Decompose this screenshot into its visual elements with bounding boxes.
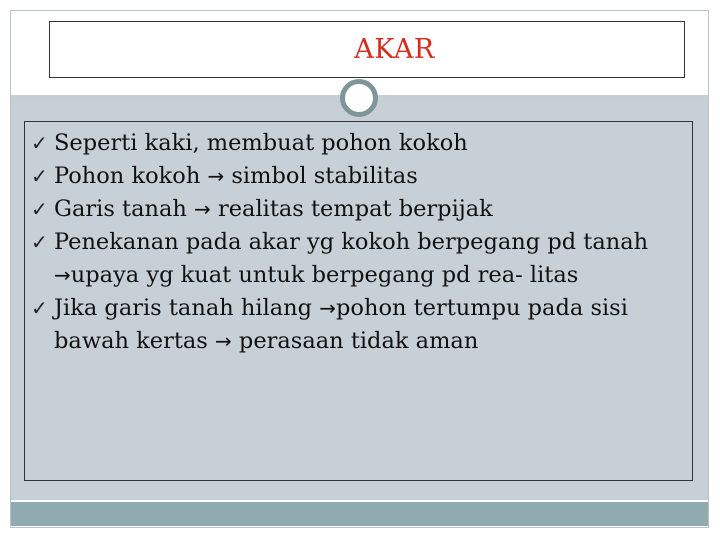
bullet-text: perasaan tidak aman [231,328,479,354]
bullet-item [31,127,691,160]
title-box [49,21,685,78]
connector-circle-icon [340,79,378,117]
bullet-text: Penekanan pada akar yg kokoh berpegang pd tanah [54,229,649,255]
bottom-bar [11,502,708,526]
checkmark-icon: ✓ [31,230,48,254]
arrow-right-icon: → [54,263,71,287]
checkmark-icon: ✓ [31,164,48,188]
bullet-text: simbol stabilitas [224,163,418,189]
bullet-text: Pohon kokoh [54,163,208,189]
checkmark-icon: ✓ [31,197,48,221]
checkmark-icon: ✓ [31,131,48,155]
bullet-text: Seperti kaki, membuat pohon kokoh [54,130,468,156]
bullet-text: realitas tempat berpijak [210,196,493,222]
arrow-right-icon: → [319,296,336,320]
bullet-text: pohon tertumpu pada sisi bawah kertas [54,295,628,354]
checkmark-icon: ✓ [31,296,48,320]
bullet-text: upaya yg kuat untuk berpegang pd rea- litas [70,262,579,288]
bullet-text: Jika garis tanah hilang [54,295,320,321]
bullet-item [31,160,691,193]
arrow-right-icon: → [215,329,232,353]
slide-title: AKAR [354,34,435,65]
bullet-list [31,127,691,358]
bullet-item [31,226,691,292]
arrow-right-icon: → [207,164,225,188]
bullet-item [31,292,691,358]
bullet-item [31,193,691,226]
bullet-text: Garis tanah [54,196,195,222]
arrow-right-icon: → [194,197,211,221]
